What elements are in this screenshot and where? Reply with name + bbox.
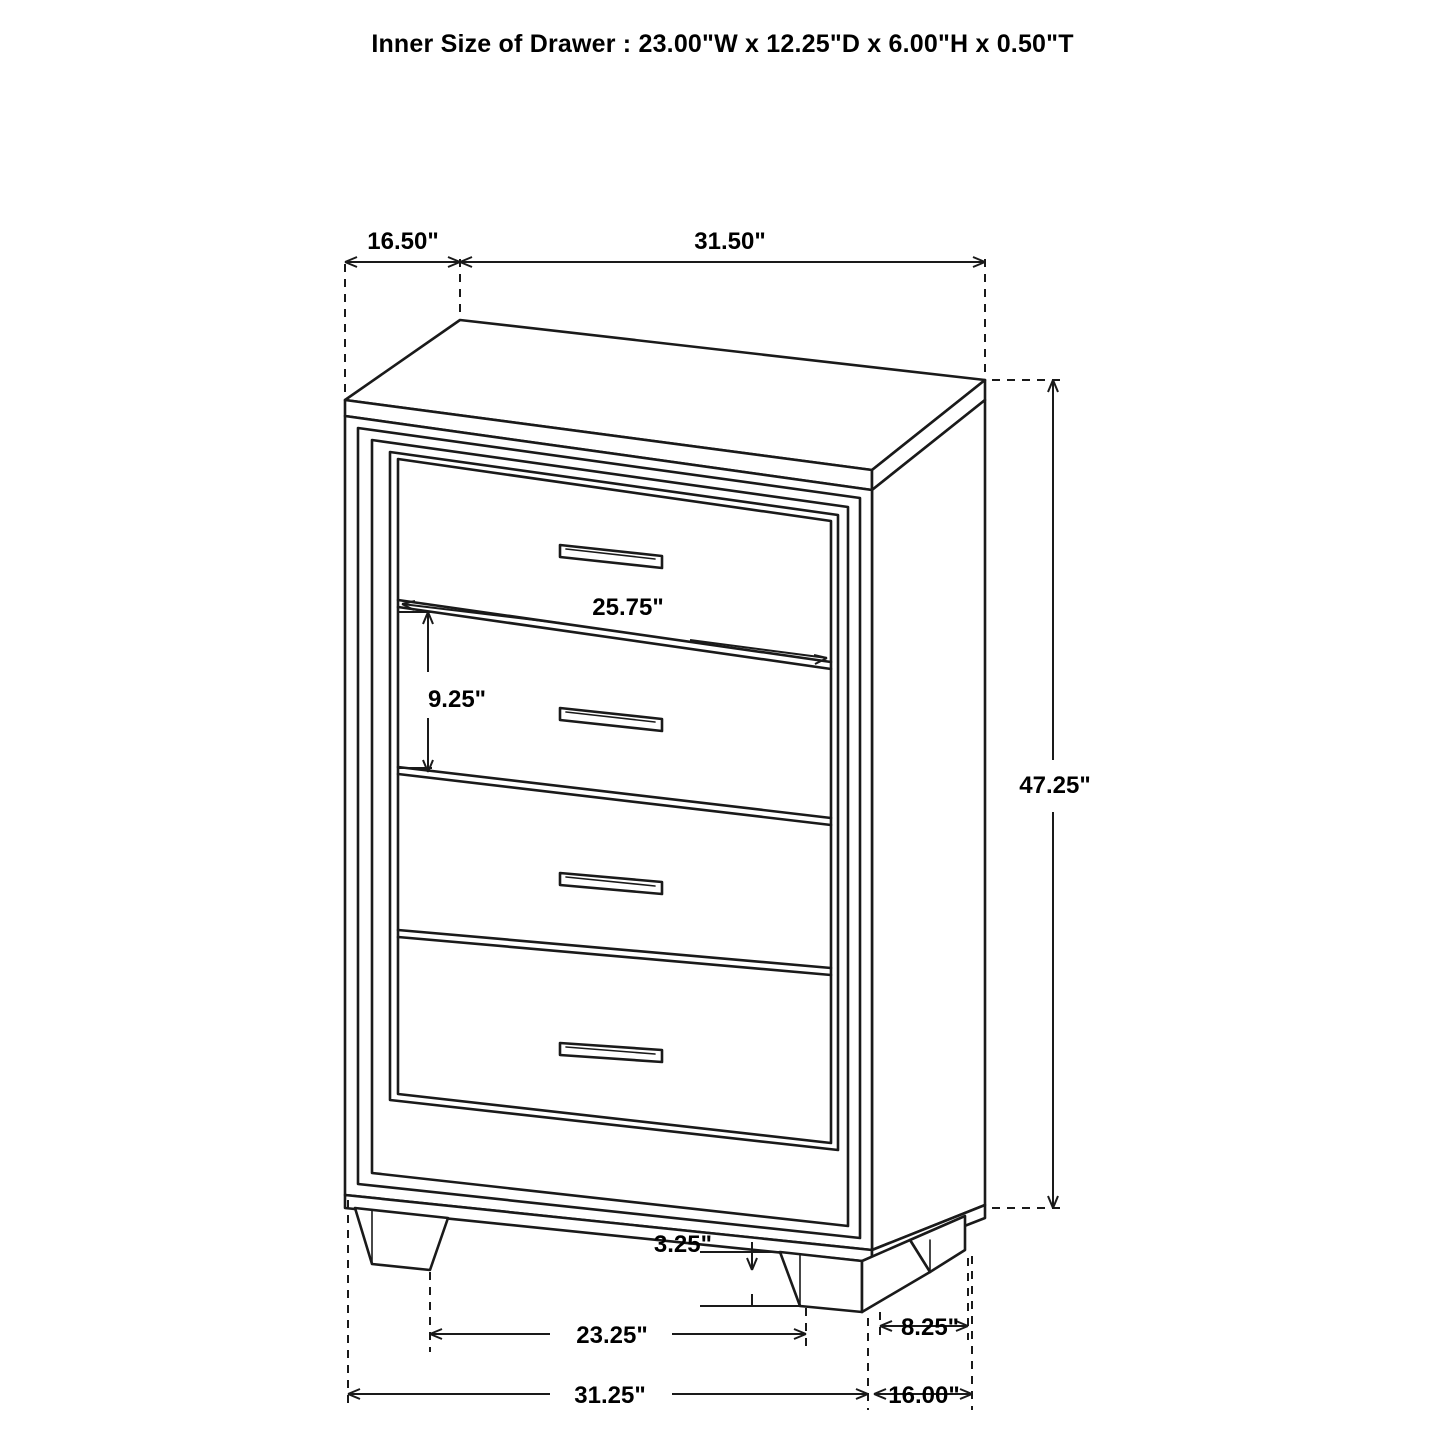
label-leg-height: 3.25" — [653, 1231, 712, 1258]
leg-front-right — [780, 1252, 862, 1312]
label-base-depth: 16.00" — [888, 1382, 960, 1409]
label-drawer-front-width: 25.75" — [592, 594, 664, 621]
label-width-top: 31.50" — [694, 228, 766, 255]
chest-body-group — [345, 320, 985, 1312]
leg-front-left — [355, 1208, 448, 1270]
label-base-side-inset: 8.25" — [900, 1314, 960, 1341]
label-overall-height: 47.25" — [1019, 772, 1091, 799]
chest-right-side-panel — [872, 400, 985, 1250]
page-title: Inner Size of Drawer : 23.00"W x 12.25"D x 6.00"H x 0.50"T — [371, 30, 1074, 58]
label-depth-top: 16.50" — [367, 228, 439, 255]
label-base-inner-width: 23.25" — [576, 1322, 648, 1349]
label-drawer-front-height: 9.25" — [427, 686, 487, 713]
label-base-outer-width: 31.25" — [574, 1382, 646, 1409]
